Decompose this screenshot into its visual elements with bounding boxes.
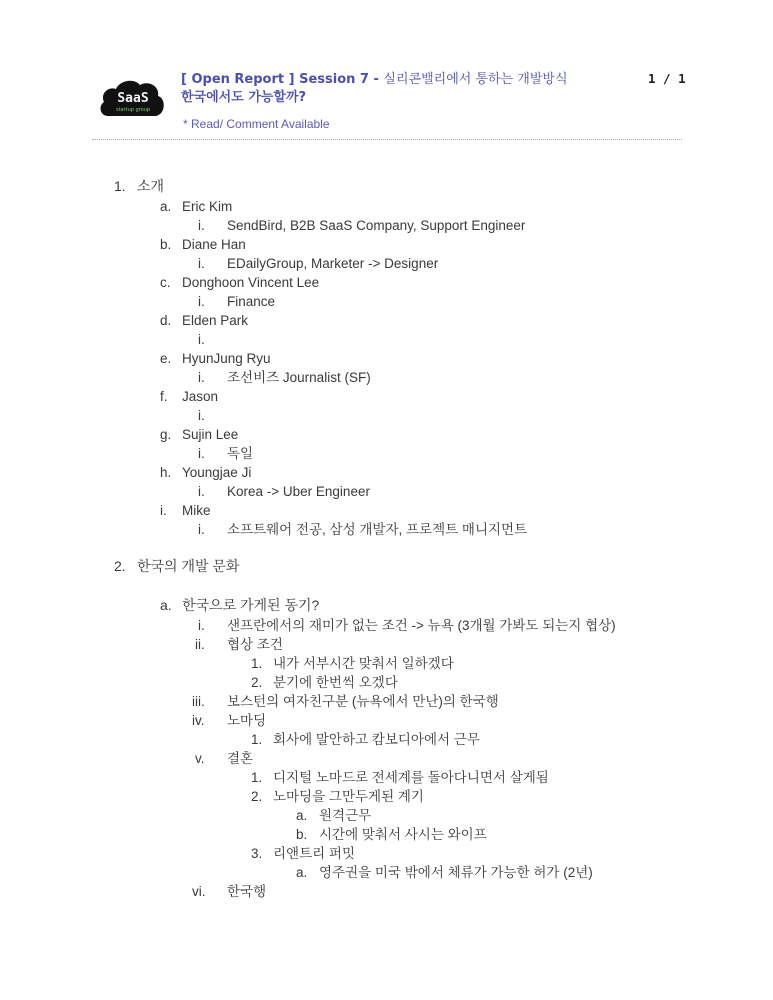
section-1-marker: 1. <box>114 178 126 194</box>
person-detail: 소프트웨어 전공, 삼성 개발자, 프로젝트 매니지먼트 <box>227 522 528 537</box>
list-marker: 1. <box>251 770 263 785</box>
list-marker: 1. <box>251 732 263 747</box>
person-marker: c. <box>160 275 171 290</box>
list-item: 결혼 <box>227 751 254 766</box>
person-marker: b. <box>160 237 172 252</box>
list-marker: iii. <box>192 694 205 709</box>
list-item: 내가 서부시간 맞춰서 일하겠다 <box>273 656 454 671</box>
person-detail: EDailyGroup, Marketer -> Designer <box>227 256 439 271</box>
page-indicator: 1 / 1 <box>648 71 686 86</box>
list-item: 시간에 맞춰서 사시는 와이프 <box>319 827 487 842</box>
person-detail-marker: i. <box>198 294 205 309</box>
person-detail-marker: i. <box>198 370 205 385</box>
person-detail-marker: i. <box>198 408 205 423</box>
person-name: Donghoon Vincent Lee <box>182 275 320 290</box>
person-detail-marker: i. <box>198 332 205 347</box>
subsection-title: 한국으로 가게된 동기? <box>182 597 320 613</box>
person-name: Mike <box>182 503 211 518</box>
person-detail-marker: i. <box>198 256 205 271</box>
person-marker: e. <box>160 351 172 366</box>
list-item: 리앤트리 퍼밋 <box>273 846 355 861</box>
title-line2: 한국에서도 가능할까? <box>181 90 307 105</box>
person-name: Sujin Lee <box>182 427 239 442</box>
list-marker: ii. <box>195 637 205 652</box>
person-name: Eric Kim <box>182 199 233 214</box>
person-marker: g. <box>160 427 172 442</box>
person-name: Elden Park <box>182 313 249 328</box>
list-item: 원격근무 <box>319 808 372 823</box>
list-item: 회사에 말안하고 캄보디아에서 근무 <box>273 732 480 747</box>
list-marker: iv. <box>192 713 205 728</box>
section-1-title: 소개 <box>137 178 165 194</box>
list-item: 샌프란에서의 재미가 없는 조건 -> 뉴욕 (3개월 가봐도 되는지 협상) <box>227 618 616 633</box>
person-marker: i. <box>160 503 167 518</box>
person-marker: d. <box>160 313 172 328</box>
section-2-marker: 2. <box>114 558 126 574</box>
list-marker: i. <box>198 618 205 633</box>
list-marker: vi. <box>192 884 206 899</box>
subsection-marker: a. <box>160 597 172 613</box>
header-divider <box>92 139 682 140</box>
header-note: * Read/ Comment Available <box>183 117 330 131</box>
list-item: 보스턴의 여자친구분 (뉴욕에서 만난)의 한국행 <box>227 694 499 709</box>
list-marker: b. <box>296 827 308 842</box>
list-item: 한국행 <box>227 884 267 899</box>
title-rest: 실리콘밸리에서 통하는 개발방식 <box>383 72 568 87</box>
list-item: 분기에 한번씩 오겠다 <box>273 675 398 690</box>
person-detail: Finance <box>227 294 276 309</box>
section-2-title: 한국의 개발 문화 <box>137 558 240 574</box>
list-marker: 2. <box>251 789 263 804</box>
person-name: Jason <box>182 389 219 404</box>
person-name: HyunJung Ryu <box>182 351 271 366</box>
person-name: Youngjae Ji <box>182 465 252 480</box>
person-detail: 독일 <box>227 446 254 461</box>
list-marker: 1. <box>251 656 263 671</box>
person-marker: f. <box>160 389 168 404</box>
logo-text: SaaS <box>117 91 149 106</box>
person-detail: SendBird, B2B SaaS Company, Support Engineer <box>227 218 526 233</box>
list-marker: v. <box>195 751 205 766</box>
person-detail: Korea -> Uber Engineer <box>227 484 370 499</box>
person-detail-marker: i. <box>198 218 205 233</box>
list-item: 노마딩을 그만두게된 계기 <box>273 789 424 804</box>
person-detail-marker: i. <box>198 522 205 537</box>
list-item: 영주권을 미국 밖에서 체류가 가능한 허가 (2년) <box>319 865 593 880</box>
person-detail: 조선비즈 Journalist (SF) <box>227 370 371 385</box>
person-detail-marker: i. <box>198 484 205 499</box>
title-prefix: [ Open Report ] Session 7 - <box>181 72 384 87</box>
person-name: Diane Han <box>182 237 246 252</box>
list-item: 협상 조건 <box>227 637 283 652</box>
list-marker: a. <box>296 865 308 880</box>
list-item: 디지털 노마드로 전세계를 돌아다니면서 살게됨 <box>273 770 549 785</box>
logo-subtext: startup group <box>115 107 151 113</box>
person-detail-marker: i. <box>198 446 205 461</box>
list-marker: 2. <box>251 675 263 690</box>
saas-logo <box>98 76 168 120</box>
person-marker: h. <box>160 465 172 480</box>
person-marker: a. <box>160 199 172 214</box>
list-marker: a. <box>296 808 308 823</box>
list-marker: 3. <box>251 846 263 861</box>
list-item: 노마딩 <box>227 713 267 728</box>
page-title <box>181 71 568 107</box>
